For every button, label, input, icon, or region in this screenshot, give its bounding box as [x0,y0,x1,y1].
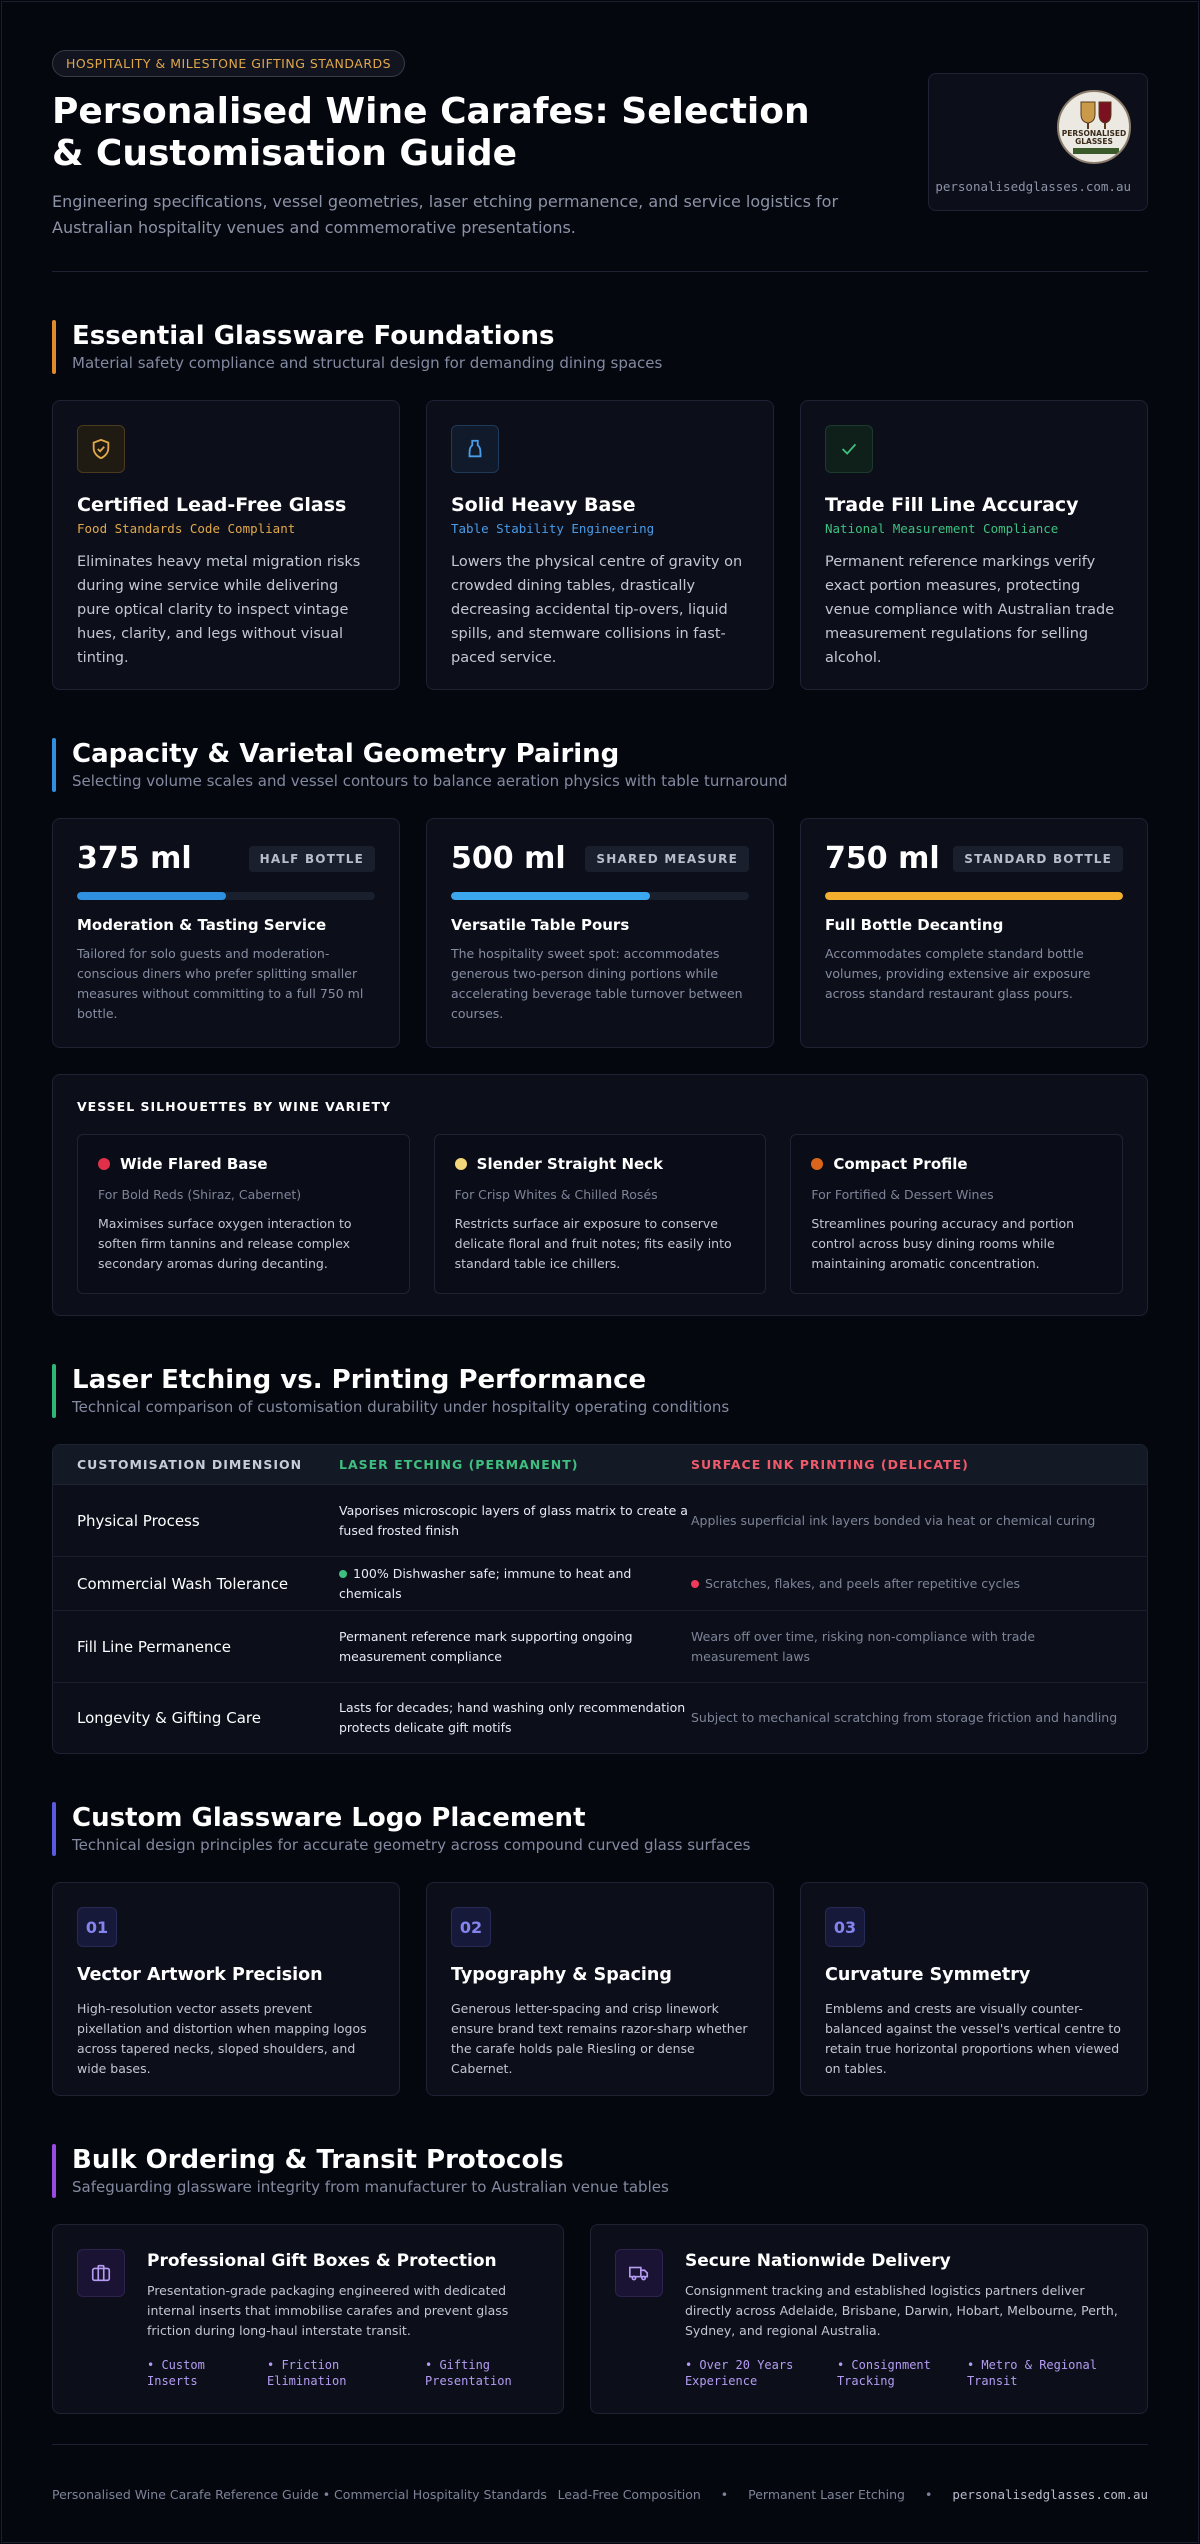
vessel-desc: Restricts surface air exposure to conserve delicate floral and fruit notes; fits easily into standard table ice chillers. [454,1216,732,1271]
table-cell: Physical Process [77,1511,200,1530]
table-cell: 100% Dishwasher safe; immune to heat and chemicals [339,1565,632,1601]
section-etching-head [52,1364,1148,1418]
step-number: 03 [825,1907,865,1947]
logo-text: PERSONALISED GLASSES [1061,129,1127,146]
feature-tag: • Gifting Presentation [425,2358,512,2388]
vessel-item [77,1134,410,1294]
card-tag: Food Standards Code Compliant [77,521,296,536]
section-subtitle: Material safety compliance and structural design for demanding dining spaces [72,354,663,372]
table-cell: Scratches, flakes, and peels after repetitive cycles [705,1575,1021,1591]
section-capacity-head [52,738,1148,792]
footer-item: Permanent Laser Etching [748,2487,905,2502]
section-title: Capacity & Varietal Geometry Pairing [72,739,620,769]
page-subtitle: Engineering specifications, vessel geometries, laser etching permanence, and service logistics for Australian hospitality venues and commemorative presentations. [52,192,839,237]
table-cell: Longevity & Gifting Care [77,1709,261,1727]
footer-item: Lead-Free Composition [557,2487,701,2502]
page-title: Personalised Wine Carafes: Selection & Customisation Guide [52,91,810,174]
table-cell: Vaporises microscopic layers of glass matrix to create a fused frosted finish [339,1502,688,1538]
card-title: Secure Nationwide Delivery [684,2251,951,2271]
foundation-card [800,400,1148,690]
bulk-card [590,2224,1148,2414]
column-header: CUSTOMISATION DIMENSION [77,1457,303,1472]
capacity-value: 375 ml [77,841,192,876]
capacity-badge: HALF BOTTLE [249,846,375,872]
table-cell: Commercial Wash Tolerance [77,1574,289,1593]
brand-box [928,73,1148,211]
category-pill: HOSPITALITY & MILESTONE GIFTING STANDARDS [52,50,405,77]
capacity-card [52,818,400,1048]
footer-left: Personalised Wine Carafe Reference Guide • Commercial Hospitality Standards [52,2487,547,2502]
capacity-value: 500 ml [451,841,566,876]
card-title: Professional Gift Boxes & Protection [147,2251,497,2271]
vessel-silhouettes [52,1074,1148,1316]
card-desc: Permanent reference markings verify exact portion measures, protecting venue compliance with Australian trade measurement regulations for selling alcohol. [825,554,1115,666]
section-logo-head [52,1802,1148,1856]
footer [52,2444,1148,2544]
capacity-desc: Tailored for solo guests and moderation-conscious diners who prefer splitting smaller measures without committing to a full 750 ml bottle. [77,946,364,1021]
status-dot [339,1570,347,1578]
brand-url[interactable]: personalisedglasses.com.au [935,179,1131,194]
vessel-item [434,1134,767,1294]
card-desc: Emblems and crests are visually counter-balanced against the vessel's vertical centre to retain true horizontal proportions when viewed on tables. [825,2001,1121,2076]
logo-card [800,1882,1148,2096]
table-cell: Lasts for decades; hand washing only recommendation protects delicate gift motifs [339,1700,686,1735]
brand-logo [1057,90,1131,164]
foundations-grid [52,400,1148,690]
capacity-title: Moderation & Tasting Service [77,916,327,934]
capacity-desc: The hospitality sweet spot: accommodates generous two-person dining portions while accelerating beverage table turnover between courses. [451,946,743,1021]
capacity-bar [825,892,1123,900]
footer-url[interactable]: personalisedglasses.com.au [952,2487,1148,2502]
foundation-card [52,400,400,690]
vessel-dot [811,1158,823,1170]
capacity-bar-fill [451,892,650,900]
feature-tag: • Friction Elimination [267,2358,347,2388]
capacity-bar-fill [77,892,226,900]
shield-icon [77,425,125,473]
feature-tag: • Consignment Tracking [836,2358,931,2388]
card-tag: National Measurement Compliance [825,521,1059,536]
vessel-item [790,1134,1123,1294]
logo-grid [52,1882,1148,2096]
capacity-desc: Accommodates complete standard bottle volumes, providing extensive air exposure across standard restaurant glass pours. [825,946,1091,1001]
footer-separator: • [720,2487,729,2502]
section-title: Laser Etching vs. Printing Performance [72,1365,647,1395]
column-header: SURFACE INK PRINTING (DELICATE) [691,1457,969,1472]
card-tag: Table Stability Engineering [451,521,655,536]
table-cell: Permanent reference mark supporting ongoing measurement compliance [339,1628,633,1664]
vessel-desc: Streamlines pouring accuracy and portion control across busy dining rooms while maintaining aromatic concentration. [811,1216,1075,1271]
vessel-title: Slender Straight Neck [476,1155,664,1173]
card-desc: Eliminates heavy metal migration risks during wine service while delivering pure optical clarity to inspect vintage hues, clarity, and legs without visual tinting. [77,554,361,666]
step-number: 02 [451,1907,491,1947]
capacity-badge: SHARED MEASURE [585,846,749,872]
card-desc: High-resolution vector assets prevent pixellation and distortion when mapping logos across tapered necks, sloped shoulders, and wide bases. [77,2001,367,2076]
step-number: 01 [77,1907,117,1947]
section-subtitle: Technical design principles for accurate geometry across compound curved glass surfaces [72,1836,751,1854]
vessel-sub: For Bold Reds (Shiraz, Cabernet) [98,1187,302,1202]
bulk-grid [52,2224,1148,2414]
section-subtitle: Selecting volume scales and vessel contours to balance aeration physics with table turnaround [72,772,788,790]
card-title: Curvature Symmetry [825,1965,1031,1985]
card-title: Vector Artwork Precision [77,1965,323,1985]
table-row [53,1611,1147,1683]
section-title: Bulk Ordering & Transit Protocols [72,2145,564,2175]
vessel-desc: Maximises surface oxygen interaction to soften firm tannins and release complex secondary aromas during decanting. [98,1216,352,1271]
capacity-card [426,818,774,1048]
capacity-value: 750 ml [825,841,940,876]
section-bulk-head [52,2144,1148,2198]
capacity-badge: STANDARD BOTTLE [953,846,1123,872]
capacity-card [800,818,1148,1048]
foundation-card [426,400,774,690]
capacity-grid [52,818,1148,1048]
truck-icon [615,2249,663,2297]
vessel-heading: VESSEL SILHOUETTES BY WINE VARIETY [77,1099,392,1114]
bulk-card [52,2224,564,2414]
check-icon [825,425,873,473]
gift-box-icon [77,2249,125,2297]
section-subtitle: Safeguarding glassware integrity from manufacturer to Australian venue tables [72,2178,669,2196]
table-row [53,1485,1147,1557]
section-title: Essential Glassware Foundations [72,321,555,351]
vessel-dot [98,1158,110,1170]
capacity-bar-fill [825,892,1123,900]
header [52,50,1148,272]
vessel-dot [455,1158,467,1170]
capacity-title: Versatile Table Pours [451,916,630,934]
carafe-base-icon [451,425,499,473]
vessel-sub: For Crisp Whites & Chilled Rosés [454,1187,658,1202]
table-cell: Applies superficial ink layers bonded via heat or chemical curing [691,1512,1096,1528]
card-desc: Presentation-grade packaging engineered with dedicated internal inserts that immobilise carafes and prevent glass friction during long-haul interstate transit. [147,2283,509,2338]
logo-card [52,1882,400,2096]
vessel-title: Compact Profile [833,1155,968,1173]
section-title: Custom Glassware Logo Placement [72,1803,586,1833]
card-title: Trade Fill Line Accuracy [825,494,1079,516]
page [1,1,1199,2543]
card-desc: Consignment tracking and established logistics partners deliver directly across Adelaide, Brisbane, Darwin, Hobart, Melbourne, Perth, Sydney, and regional Australia. [684,2283,1118,2338]
table-row [53,1683,1147,1753]
capacity-bar [77,892,375,900]
table-cell: Wears off over time, risking non-compliance with trade measurement laws [691,1628,1036,1664]
logo-card [426,1882,774,2096]
card-desc: Generous letter-spacing and crisp linework ensure brand text remains razor-sharp whether the carafe holds pale Riesling or dense Cabernet. [451,2001,748,2076]
card-title: Certified Lead-Free Glass [77,494,347,516]
table-cell: Fill Line Permanence [77,1637,231,1656]
feature-tag: • Custom Inserts [147,2358,205,2388]
feature-tag: • Metro & Regional Transit [966,2358,1097,2388]
section-subtitle: Technical comparison of customisation durability under hospitality operating conditions [72,1398,730,1416]
card-desc: Lowers the physical centre of gravity on crowded dining tables, drastically decreasing accidental tip-overs, liquid spills, and stemware collisions in fast-paced service. [451,554,743,666]
section-foundations-head [52,320,1148,374]
card-title: Typography & Spacing [451,1965,672,1985]
feature-tag: • Over 20 Years Experience [684,2358,794,2388]
table-header [53,1445,1147,1485]
card-title: Solid Heavy Base [451,494,636,516]
status-dot [691,1580,699,1588]
capacity-title: Full Bottle Decanting [825,916,1004,934]
table-cell: Subject to mechanical scratching from storage friction and handling [691,1710,1118,1725]
capacity-bar [451,892,749,900]
column-header: LASER ETCHING (PERMANENT) [339,1457,579,1472]
vessel-title: Wide Flared Base [120,1155,268,1173]
table-row [53,1557,1147,1611]
comparison-table [52,1444,1148,1754]
wine-glass-icon [1059,92,1131,164]
footer-separator: • [924,2487,933,2502]
vessel-sub: For Fortified & Dessert Wines [811,1187,994,1202]
